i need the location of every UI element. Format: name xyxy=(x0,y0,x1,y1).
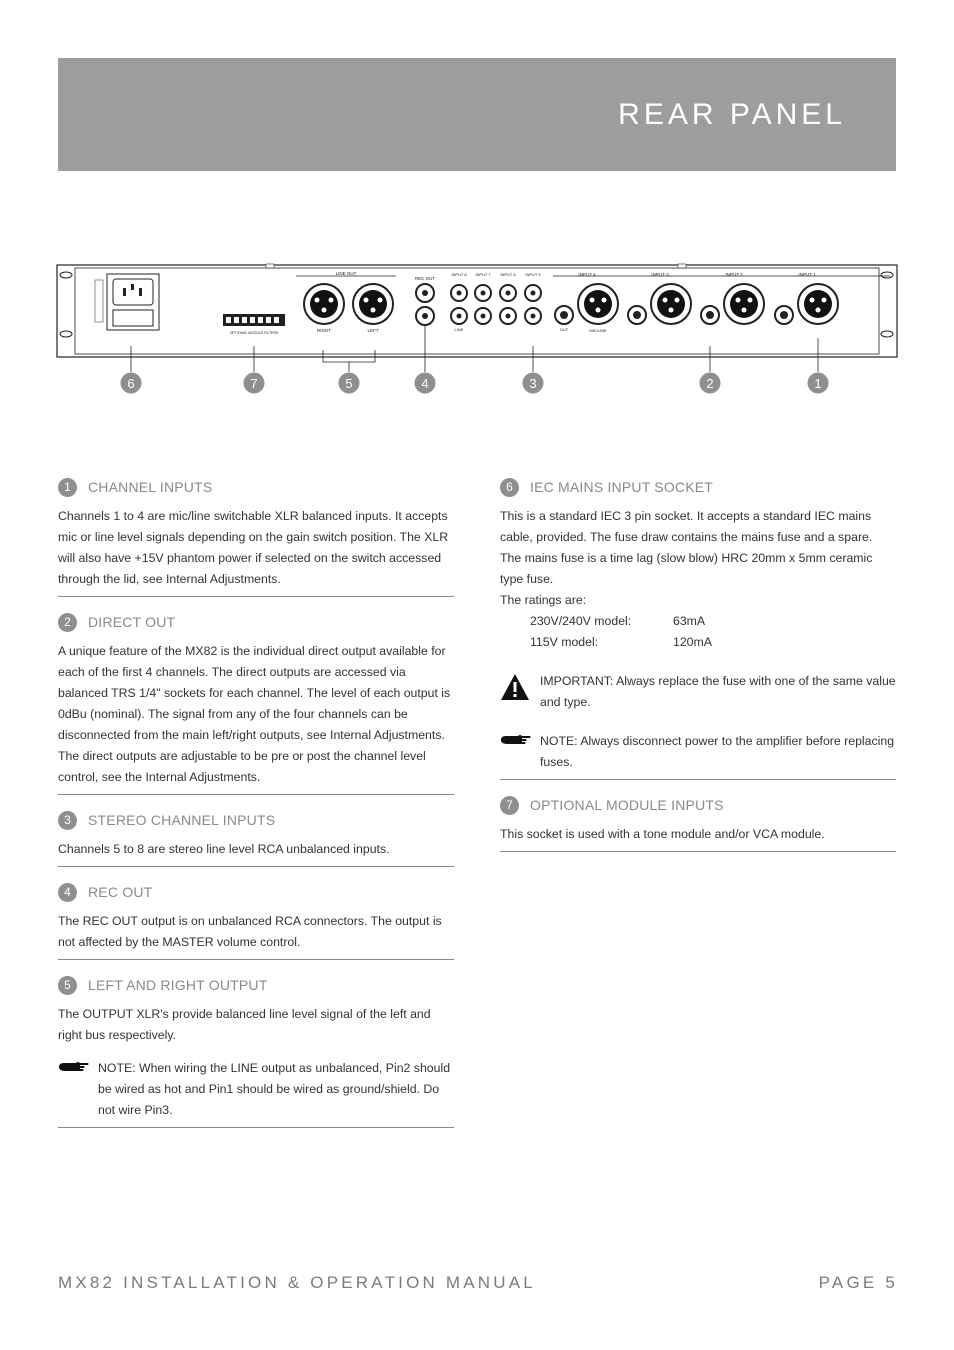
optional-module-connector xyxy=(223,314,285,335)
callout-1: 1 xyxy=(814,376,822,391)
section-iec-mains xyxy=(500,476,896,780)
rating-value: 63mA xyxy=(673,614,706,628)
footer-page-number: PAGE 5 xyxy=(818,1273,898,1292)
callout-7: 7 xyxy=(250,376,258,391)
important-text: IMPORTANT: Always replace the fuse with one of the same value and type. xyxy=(540,674,896,709)
ratings-table xyxy=(530,611,896,653)
page-title: REAR PANEL xyxy=(618,98,846,131)
section-title: REC OUT xyxy=(88,884,153,900)
input7-label: INPUT 7 xyxy=(475,272,491,277)
input3-label: INPUT 3 xyxy=(651,272,669,277)
section-body: Channels 1 to 4 are mic/line switchable XLR balanced inputs. It accepts mic or line level signals depending on the gain switch position. The XLR will also have +15V phantom power if selected on the switch accessed through the lid, see Internal Adjustments. xyxy=(58,509,449,586)
callout-2: 2 xyxy=(706,376,714,391)
callout-3: 3 xyxy=(529,376,537,391)
section-direct-out xyxy=(58,611,454,795)
note-text: NOTE: When wiring the LINE output as unbalanced, Pin2 should be wired as hot and Pin1 should be wired as ground/shield. Do not wire Pin3. xyxy=(98,1061,451,1117)
callout-5: 5 xyxy=(345,376,353,391)
section-title: STEREO CHANNEL INPUTS xyxy=(88,812,276,828)
line-out-label: LINE OUT xyxy=(335,271,357,276)
rating-model: 115V model: xyxy=(530,635,599,649)
section-body: Channels 5 to 8 are stereo line level RCA unbalanced inputs. xyxy=(58,842,390,856)
rating-model: 230V/240V model: xyxy=(530,614,632,628)
section-body: The OUTPUT XLR's provide balanced line level signal of the left and right bus respectively. xyxy=(58,1007,431,1042)
rating-row xyxy=(530,632,896,653)
footer-manual-title: MX82 INSTALLATION & OPERATION MANUAL xyxy=(58,1273,536,1292)
input2-label: INPUT 2 xyxy=(725,272,743,277)
section-optional-module xyxy=(500,794,896,852)
out-label: OUT xyxy=(559,327,569,332)
left-label: LEFT xyxy=(367,328,379,333)
important-block xyxy=(500,671,896,713)
input6-label: INPUT 6 xyxy=(500,272,516,277)
section-title: LEFT AND RIGHT OUTPUT xyxy=(88,977,268,993)
callout-badges xyxy=(121,373,829,394)
optional-module-label: OPTIONAL MODULE FILTERS xyxy=(229,331,279,335)
note-text: NOTE: Always disconnect power to the amplifier before replacing fuses. xyxy=(540,734,895,769)
left-column xyxy=(58,476,454,1142)
section-body: A unique feature of the MX82 is the individual direct output available for each of the first 4 channels. The direct outputs are accessed via balanced TRS 1/4" sockets for each channel. The level of each output is 0dBu (nominal). The signal from any of the four channels can be disconnected from the main left/right outputs, see Internal Adjustments. The direct outputs are adjustable to be pre or post the channel level control, see the Internal Adjustments. xyxy=(58,644,451,784)
pointing-hand-icon xyxy=(500,731,540,773)
section-rec-out xyxy=(58,881,454,960)
rating-row xyxy=(530,611,896,632)
input4-label: INPUT 4 xyxy=(578,272,596,277)
section-number-badge: 6 xyxy=(500,478,519,497)
section-number-badge: 2 xyxy=(58,613,77,632)
section-body: This is a standard IEC 3 pin socket. It accepts a standard IEC mains cable, provided. The fuse draw contains the mains fuse and a spare. The mains fuse is a time lag (slow blow) HRC 20mm x 5mm ceramic type fuse. xyxy=(500,509,873,586)
input5-label: INPUT 5 xyxy=(525,272,541,277)
ratings-intro: The ratings are: xyxy=(500,593,587,607)
warning-icon xyxy=(500,671,540,713)
micline-label: MIC/LINE xyxy=(589,328,607,333)
section-title: IEC MAINS INPUT SOCKET xyxy=(530,479,714,495)
input8-label: INPUT 8 xyxy=(451,272,467,277)
note-block xyxy=(500,731,896,773)
right-label: RIGHT xyxy=(317,328,331,333)
note-block xyxy=(58,1058,454,1121)
line-label: LINE xyxy=(454,327,464,332)
section-title: OPTIONAL MODULE INPUTS xyxy=(530,797,724,813)
section-title: DIRECT OUT xyxy=(88,614,176,630)
page-header xyxy=(58,58,896,171)
rear-panel-diagram xyxy=(55,262,900,402)
section-channel-inputs xyxy=(58,476,454,597)
right-column xyxy=(500,476,896,866)
rating-value: 120mA xyxy=(673,635,712,649)
rec-out-label: REC OUT xyxy=(414,276,436,281)
section-left-right-output xyxy=(58,974,454,1128)
pointing-hand-icon xyxy=(58,1058,98,1121)
section-number-badge: 1 xyxy=(58,478,77,497)
section-body: This socket is used with a tone module and/or VCA module. xyxy=(500,827,825,841)
section-number-badge: 5 xyxy=(58,976,77,995)
callout-6: 6 xyxy=(127,376,135,391)
section-title: CHANNEL INPUTS xyxy=(88,479,213,495)
section-stereo-channel-inputs xyxy=(58,809,454,867)
input1-label: INPUT 1 xyxy=(798,272,816,277)
section-number-badge: 7 xyxy=(500,796,519,815)
section-body: The REC OUT output is on unbalanced RCA connectors. The output is not affected by the MASTER volume control. xyxy=(58,914,442,949)
callout-4: 4 xyxy=(421,376,429,391)
section-number-badge: 3 xyxy=(58,811,77,830)
section-number-badge: 4 xyxy=(58,883,77,902)
